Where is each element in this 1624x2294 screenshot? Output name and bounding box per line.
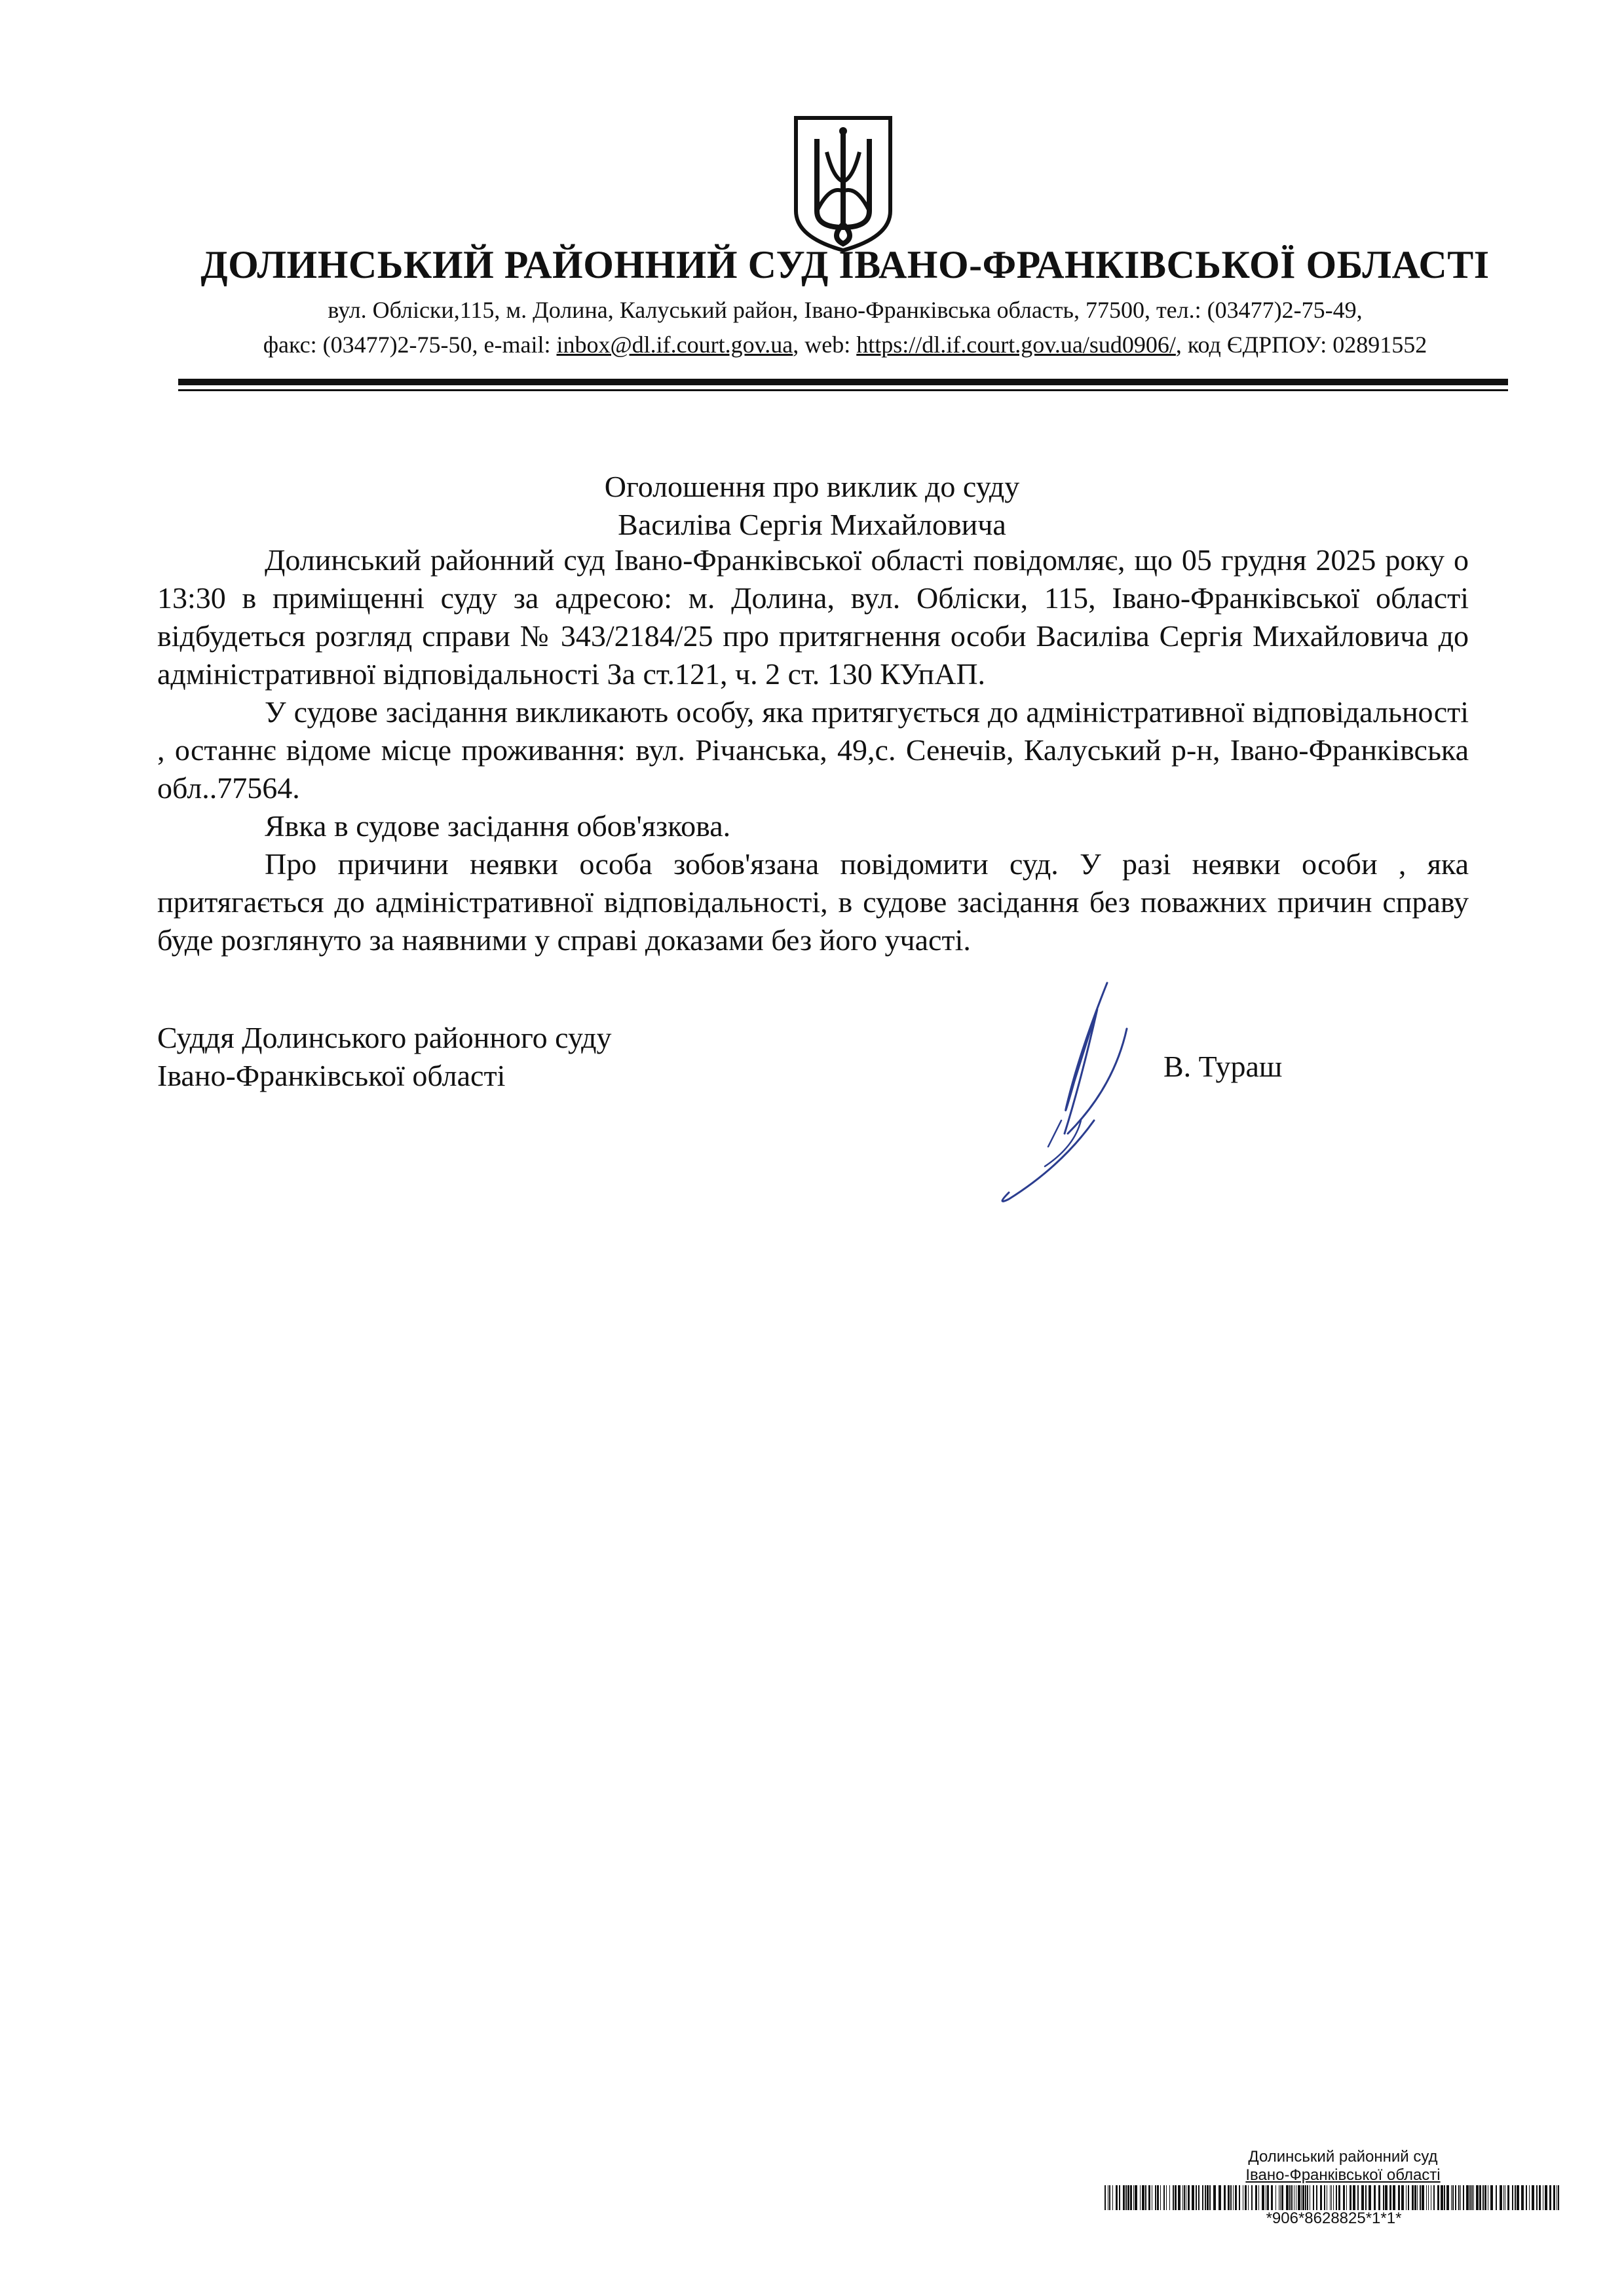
paragraph-hearing: Долинський районний суд Івано-Франківської області повідомляє, що 05 грудня 2025 року о 13:30 в приміщенні суду за адресою: м. Долина, вул. Обліски, 115, Івано-Франківської області відбудеться розгляд справи № 343/2184/25 про притягнення особи Василіва Сергія Михайловича до адміністративної відповідальності За ст.121, ч. 2 ст. 130 КУпАП.: [157, 543, 1469, 691]
paragraph-absence: Про причини неявки особа зобов'язана повідомити суд. У разі неявки особи , яка притягається до адміністративної відповідальності, в судове засідання без поважних причин справу буде розглянуто за наявними у справі доказами без його участі.: [157, 847, 1469, 957]
paragraph-summons: У судове засідання викликають особу, яка притягується до адміністративної відповідальності , останнє відоме місце проживання: вул. Річанська, 49,с. Сенечів, Калуський р-н, Івано-Франківська обл..77564.: [157, 695, 1469, 805]
handwritten-signature-icon: [983, 970, 1160, 1219]
stamp-line1: Долинський районний суд: [1248, 2148, 1438, 2166]
coat-of-arms-icon: [791, 113, 896, 254]
email-link[interactable]: inbox@dl.if.court.gov.ua: [556, 332, 793, 358]
court-address: вул. Обліски,115, м. Долина, Калуський район, Івано-Франківська область, 77500, тел.: (03477)2-75-49,: [328, 297, 1363, 323]
court-name: ДОЛИНСЬКИЙ РАЙОННИЙ СУД ІВАНО-ФРАНКІВСЬКОЇ ОБЛАСТІ: [200, 243, 1490, 286]
barcode-icon: [1105, 2185, 1563, 2210]
website-link[interactable]: https://dl.if.court.gov.ua/sud0906/: [856, 332, 1176, 358]
paragraph-attendance: Явка в судове засідання обов'язкова.: [265, 809, 731, 843]
judge-name: В. Тураш: [1163, 1050, 1283, 1083]
registration-stamp: [1199, 2148, 1487, 2185]
barcode-number: *906*8628825*1*1*: [1266, 2209, 1402, 2227]
edrpou-code: , код ЄДРПОУ: 02891552: [1175, 332, 1427, 358]
header-divider-thin: [178, 389, 1508, 391]
judge-position-line2: Івано-Франківської області: [157, 1059, 506, 1092]
notice-title: Оголошення про виклик до суду: [604, 470, 1020, 503]
notice-subtitle: Василіва Сергія Михайловича: [618, 508, 1006, 541]
notice-body: [157, 541, 1469, 959]
court-contacts: [197, 331, 1494, 358]
judge-position-line1: Суддя Долинського районного суду: [157, 1021, 612, 1054]
fax-text: факс: (03477)2-75-50, e-mail:: [263, 332, 557, 358]
header-divider-thick: [178, 379, 1508, 385]
web-label: , web:: [793, 332, 857, 358]
judge-position: [157, 1019, 612, 1095]
stamp-line2: Івано-Франківської області: [1245, 2166, 1441, 2184]
